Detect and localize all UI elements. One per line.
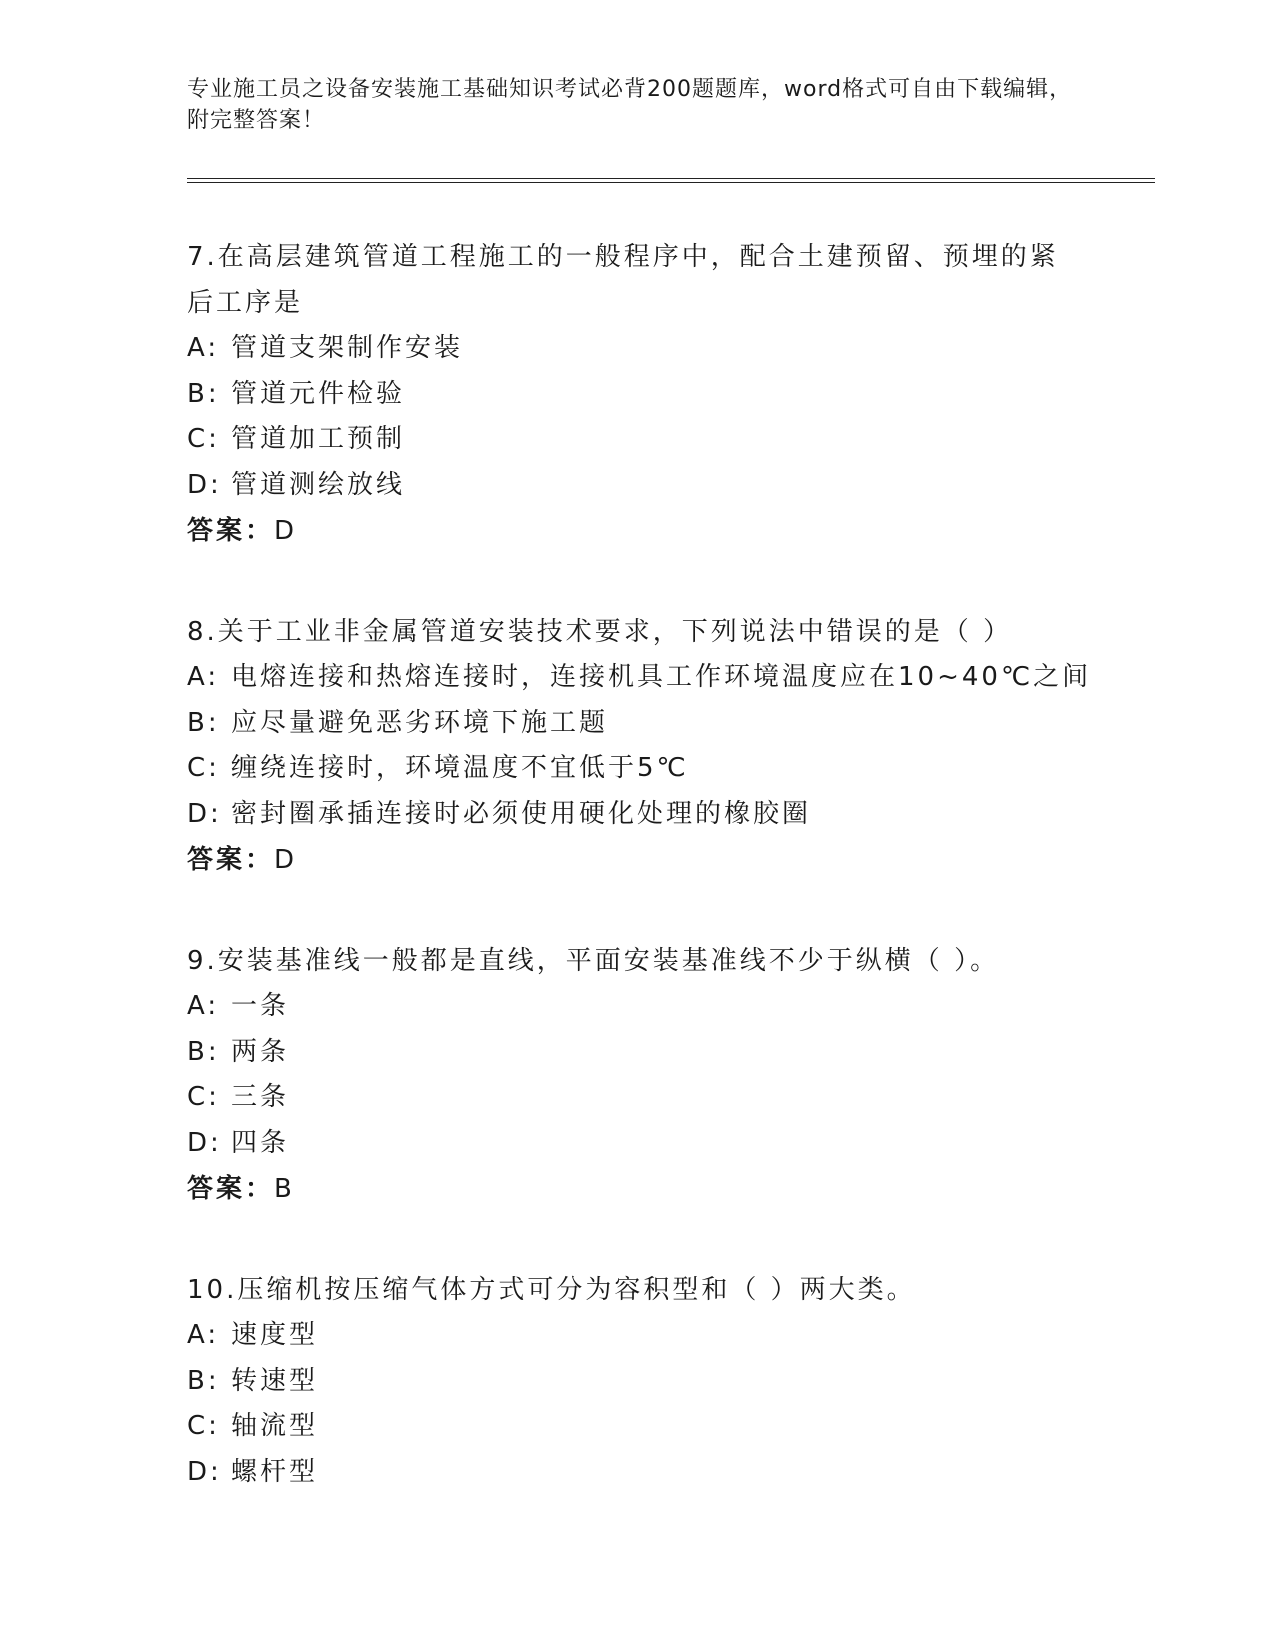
question-10: [187, 1267, 1087, 1495]
question-7: [187, 234, 1087, 554]
spacer: [187, 554, 1087, 609]
answer-line: [187, 1166, 1087, 1212]
answer-line: [187, 837, 1087, 883]
option-text: 缠绕连接时，环境温度不宜低于5℃: [231, 753, 689, 783]
question-text: 8.关于工业非金属管道安装技术要求，下列说法中错误的是（ ）: [187, 617, 1013, 647]
spacer: [187, 1212, 1087, 1267]
option-text: 一条: [231, 991, 290, 1021]
option-c: [187, 746, 1087, 792]
option-text: 三条: [231, 1082, 290, 1112]
option-letter: C:: [187, 753, 220, 783]
option-text: 管道元件检验: [231, 378, 406, 409]
option-c: [187, 417, 1087, 463]
answer-line: [187, 508, 1087, 554]
option-letter: B:: [187, 707, 220, 738]
option-letter: C:: [187, 1082, 220, 1112]
option-b: [187, 372, 1087, 418]
option-text: 应尽量避免恶劣环境下施工题: [231, 707, 609, 738]
option-a: [187, 984, 1087, 1030]
option-text: 电熔连接和热熔连接时，连接机具工作环境温度应在10~40℃之间: [231, 662, 1092, 692]
option-d: [187, 792, 1087, 838]
answer-value: D: [274, 845, 296, 875]
answer-label: 答案：: [187, 1174, 275, 1204]
option-a: [187, 655, 1092, 701]
option-text: 转速型: [231, 1365, 319, 1396]
document-header: 专业施工员之设备安装施工基础知识考试必背200题题库，word格式可自由下载编辑，附完整答案！: [187, 77, 1073, 133]
option-letter: C:: [187, 1411, 220, 1441]
option-a: [187, 326, 1087, 372]
option-letter: A:: [187, 1320, 220, 1350]
option-letter: B:: [187, 1036, 220, 1067]
option-letter: A:: [187, 991, 220, 1021]
question-text: 7.在高层建筑管道工程施工的一般程序中，配合土建预留、预埋的紧后工序是: [187, 242, 1059, 318]
question-9: [187, 938, 1087, 1212]
answer-value: B: [274, 1174, 293, 1204]
question-list: [187, 234, 1092, 1495]
option-b: [187, 1030, 1087, 1076]
option-d: [187, 1450, 1087, 1496]
option-d: [187, 463, 1087, 509]
option-text: 四条: [231, 1127, 290, 1158]
option-letter: D:: [187, 798, 222, 829]
option-b: [187, 1359, 1087, 1405]
option-letter: D:: [187, 1456, 222, 1487]
question-text: 9.安装基准线一般都是直线，平面安装基准线不少于纵横（ ）。: [187, 946, 1000, 976]
option-text: 轴流型: [231, 1411, 319, 1441]
option-b: [187, 701, 1087, 747]
option-text: 速度型: [231, 1320, 319, 1350]
option-letter: C:: [187, 424, 220, 454]
option-letter: A:: [187, 333, 220, 363]
question-8: [187, 609, 1092, 883]
option-text: 管道加工预制: [231, 424, 406, 454]
option-text: 螺杆型: [231, 1456, 319, 1487]
option-letter: B:: [187, 378, 220, 409]
answer-label: 答案：: [187, 845, 275, 875]
header-divider-bottom: [187, 182, 1155, 183]
option-text: 管道支架制作安装: [231, 333, 464, 363]
question-text: 10.压缩机按压缩气体方式可分为容积型和（ ）两大类。: [187, 1275, 916, 1305]
option-letter: A:: [187, 662, 220, 692]
option-text: 两条: [231, 1036, 290, 1067]
option-a: [187, 1313, 1087, 1359]
answer-value: D: [274, 516, 296, 546]
option-d: [187, 1121, 1087, 1167]
spacer: [187, 883, 1087, 938]
option-letter: D:: [187, 469, 222, 500]
answer-label: 答案：: [187, 516, 275, 546]
option-text: 管道测绘放线: [231, 469, 406, 500]
option-c: [187, 1075, 1087, 1121]
option-letter: D:: [187, 1127, 222, 1158]
header-divider-top: [187, 178, 1155, 179]
option-c: [187, 1404, 1087, 1450]
option-text: 密封圈承插连接时必须使用硬化处理的橡胶圈: [231, 798, 812, 829]
option-letter: B:: [187, 1365, 220, 1396]
